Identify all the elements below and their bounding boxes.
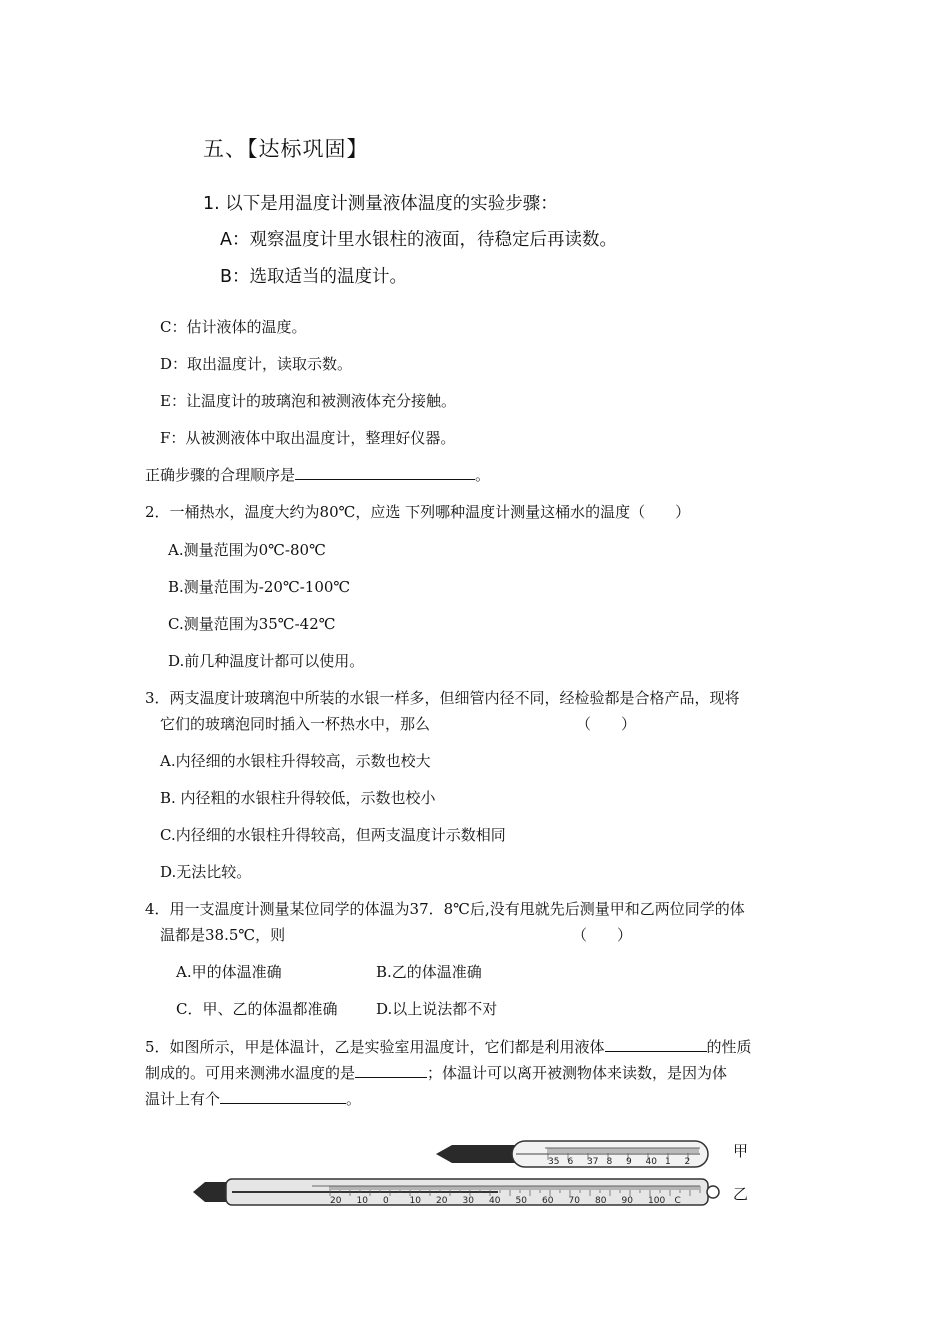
- clinical-bulb: [436, 1145, 520, 1163]
- clinical-tick-label: 6: [567, 1157, 574, 1167]
- clinical-tick-label: 40: [645, 1157, 657, 1167]
- lab-tick-label: 80: [595, 1196, 607, 1206]
- q4-stem-line1: 4．用一支温度计测量某位同学的体温为37．8℃后,没有甩就先后测量甲和乙两位同学的体: [145, 900, 745, 918]
- clinical-tick-label: 9: [626, 1157, 632, 1167]
- lab-tick-label: 100: [648, 1196, 666, 1206]
- q3-stem-line2: 它们的玻璃泡同时插入一杯热水中，那么: [160, 715, 431, 733]
- q2-stem: 2．一桶热水，温度大约为80℃，应选 下列哪种温度计测量这桶水的温度（ ）: [145, 503, 691, 521]
- q3-stem-line1: 3．两支温度计玻璃泡中所装的水银一样多，但细管内径不同，经检验都是合格产品，现将: [145, 689, 740, 707]
- q2-option-a: A.测量范围为0℃-80℃: [168, 541, 326, 559]
- q1-step-c: C：估计液体的温度。: [160, 318, 307, 336]
- lab-tick-label: 40: [489, 1196, 501, 1206]
- lab-tick-label: 60: [542, 1196, 554, 1206]
- lab-tick-label: 20: [436, 1196, 448, 1206]
- clinical-tick-label: 37: [587, 1157, 599, 1167]
- lab-tick-label: 0: [383, 1196, 389, 1206]
- clinical-tick-label: 2: [684, 1157, 691, 1167]
- lab-tick-label: 30: [462, 1196, 474, 1206]
- lab-tick-label: 10: [356, 1196, 368, 1206]
- lab-tick-label: 90: [621, 1196, 633, 1206]
- q5-line3-text-b: 。: [346, 1090, 362, 1108]
- q3-option-c: C.内径细的水银柱升得较高，但两支温度计示数相同: [160, 826, 506, 844]
- q1-step-b: B：选取适当的温度计。: [220, 267, 408, 287]
- q4-option-a: A.甲的体温准确: [176, 963, 282, 981]
- q1-step-f: F：从被测液体中取出温度计，整理好仪器。: [160, 429, 456, 447]
- q3-answer-paren[interactable]: （ ）: [576, 715, 637, 733]
- lab-hang-ring: [707, 1186, 719, 1198]
- q3-option-a: A.内径细的水银柱升得较高，示数也校大: [160, 752, 431, 770]
- q1-answer-suffix: 。: [475, 466, 491, 484]
- q4-option-b: B.乙的体温准确: [376, 963, 482, 981]
- lab-thermometer: [193, 1179, 719, 1206]
- lab-tick-label: 50: [515, 1196, 527, 1206]
- q2-option-c: C.测量范围为35℃-42℃: [168, 615, 336, 633]
- q1-step-a: A：观察温度计里水银柱的液面，待稳定后再读数。: [220, 230, 617, 250]
- q1-stem: 1. 以下是用温度计测量液体温度的实验步骤：: [203, 194, 558, 214]
- q1-step-e: E：让温度计的玻璃泡和被测液体充分接触。: [160, 392, 456, 410]
- label-jia: 甲: [733, 1142, 749, 1160]
- clinical-thermometer: [436, 1141, 708, 1167]
- q5-line2-text-b: ；体温计可以离开被测物体来读数，是因为体: [427, 1064, 728, 1082]
- section-title: 五、【达标巩固】: [203, 137, 369, 161]
- q5-line1-text-a: 5．如图所示，甲是体温计，乙是实验室用温度计，它们都是利用液体: [145, 1038, 605, 1056]
- q3-option-b: B. 内径粗的水银柱升得较低，示数也校小: [160, 789, 436, 807]
- q2-option-b: B.测量范围为-20℃-100℃: [168, 578, 351, 596]
- lab-tick-label: 10: [409, 1196, 421, 1206]
- q5-line1-text-b: 的性质: [706, 1038, 752, 1056]
- clinical-tick-label: 8: [606, 1157, 613, 1167]
- q4-option-d: D.以上说法都不对: [376, 1000, 498, 1018]
- q4-answer-paren[interactable]: （ ）: [572, 926, 633, 944]
- lab-tick-label: 70: [568, 1196, 580, 1206]
- q5-line2-text-a: 制成的。可用来测沸水温度的是: [145, 1064, 356, 1082]
- q4-option-c: C．甲、乙的体温都准确: [176, 1000, 338, 1018]
- label-yi: 乙: [733, 1185, 749, 1203]
- q4-stem-line2: 温都是38.5℃，则: [160, 926, 286, 944]
- clinical-tick-label: 35: [548, 1157, 560, 1167]
- lab-tick-label: 20: [330, 1196, 342, 1206]
- q1-step-d: D：取出温度计，读取示数。: [160, 355, 353, 373]
- lab-tick-label: C: [674, 1196, 681, 1206]
- clinical-tick-label: 1: [665, 1157, 671, 1167]
- q2-option-d: D.前几种温度计都可以使用。: [168, 652, 365, 670]
- q5-line3-text-a: 温计上有个: [145, 1090, 221, 1108]
- q3-option-d: D.无法比较。: [160, 863, 252, 881]
- q1-answer-prefix: 正确步骤的合理顺序是: [145, 466, 296, 484]
